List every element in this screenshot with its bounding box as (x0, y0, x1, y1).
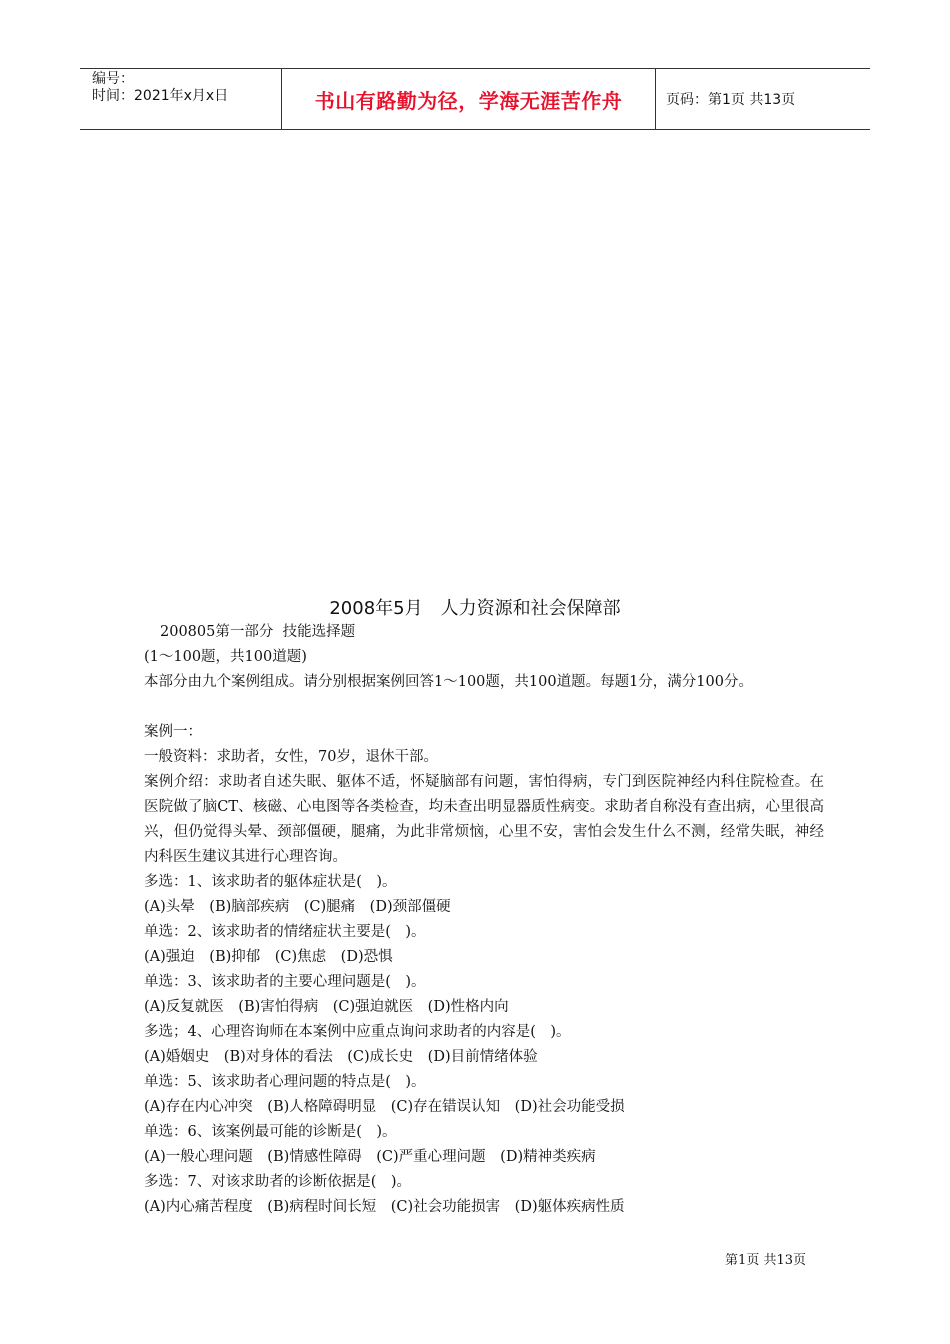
question-7-options: (A)内心痛苦程度 (B)病程时间长短 (C)社会功能损害 (D)躯体疾病性质 (144, 1199, 625, 1215)
question-5-options: (A)存在内心冲突 (B)人格障碍明显 (C)存在错误认知 (D)社会功能受损 (144, 1099, 625, 1115)
page-header (80, 68, 870, 130)
question-7: 多选：7、对该求助者的诊断依据是( )。 (144, 1174, 412, 1190)
question-6: 单选：6、该案例最可能的诊断是( )。 (144, 1124, 397, 1140)
header-motto: 书山有路勤为径，学海无涯苦作舟 (281, 69, 656, 129)
question-4: 多选；4、心理咨询师在本案例中应重点询问求助者的内容是( )。 (144, 1024, 571, 1040)
section-intro: 本部分由九个案例组成。请分别根据案例回答1～100题，共100道题。每题1分，满分100分。 (144, 674, 753, 690)
question-2-options: (A)强迫 (B)抑郁 (C)焦虑 (D)恐惧 (144, 949, 393, 965)
question-range: (1～100题，共100道题) (144, 649, 307, 665)
page-footer: 第1页 共13页 (725, 1253, 806, 1268)
document-subtitle: 200805第一部分 技能选择题 (160, 624, 356, 640)
header-page-info: 页码：第1页 共13页 (666, 92, 796, 108)
question-5: 单选：5、该求助者心理问题的特点是( )。 (144, 1074, 426, 1090)
question-4-options: (A)婚姻史 (B)对身体的看法 (C)成长史 (D)目前情绪体验 (144, 1049, 538, 1065)
spacer (144, 695, 824, 720)
question-1-options: (A)头晕 (B)脑部疾病 (C)腿痛 (D)颈部僵硬 (144, 899, 451, 915)
case-label: 案例一： (144, 724, 202, 740)
question-2: 单选：2、该求助者的情绪症状主要是( )。 (144, 924, 426, 940)
question-1: 多选：1、该求助者的躯体症状是( )。 (144, 874, 397, 890)
question-6-options: (A)一般心理问题 (B)情感性障碍 (C)严重心理问题 (D)精神类疾病 (144, 1149, 596, 1165)
case-description: 案例介绍：求助者自述失眠、躯体不适，怀疑脑部有问题，害怕得病，专门到医院神经内科住院检查。在医院做了脑CT、核磁、心电图等各类检查，均未查出明显器质性病变。求助者自称没有查出病，心里很高兴，但仍觉得头晕、颈部僵硬，腿痛，为此非常烦恼，心里不安，害怕会发生什么不测，经常失眠，神经内科医生建议其进行心理咨询。 (144, 774, 824, 865)
document-body (144, 620, 824, 1220)
question-3-options: (A)反复就医 (B)害怕得病 (C)强迫就医 (D)性格内向 (144, 999, 509, 1015)
header-time: 时间：2021年x月x日 (92, 88, 229, 104)
question-3: 单选：3、该求助者的主要心理问题是( )。 (144, 974, 426, 990)
header-number: 编号： (92, 71, 134, 87)
header-meta (80, 69, 281, 129)
case-basic-info: 一般资料：求助者，女性，70岁，退休干部。 (144, 749, 438, 765)
document-title: 2008年5月 人力资源和社会保障部 (329, 598, 621, 619)
